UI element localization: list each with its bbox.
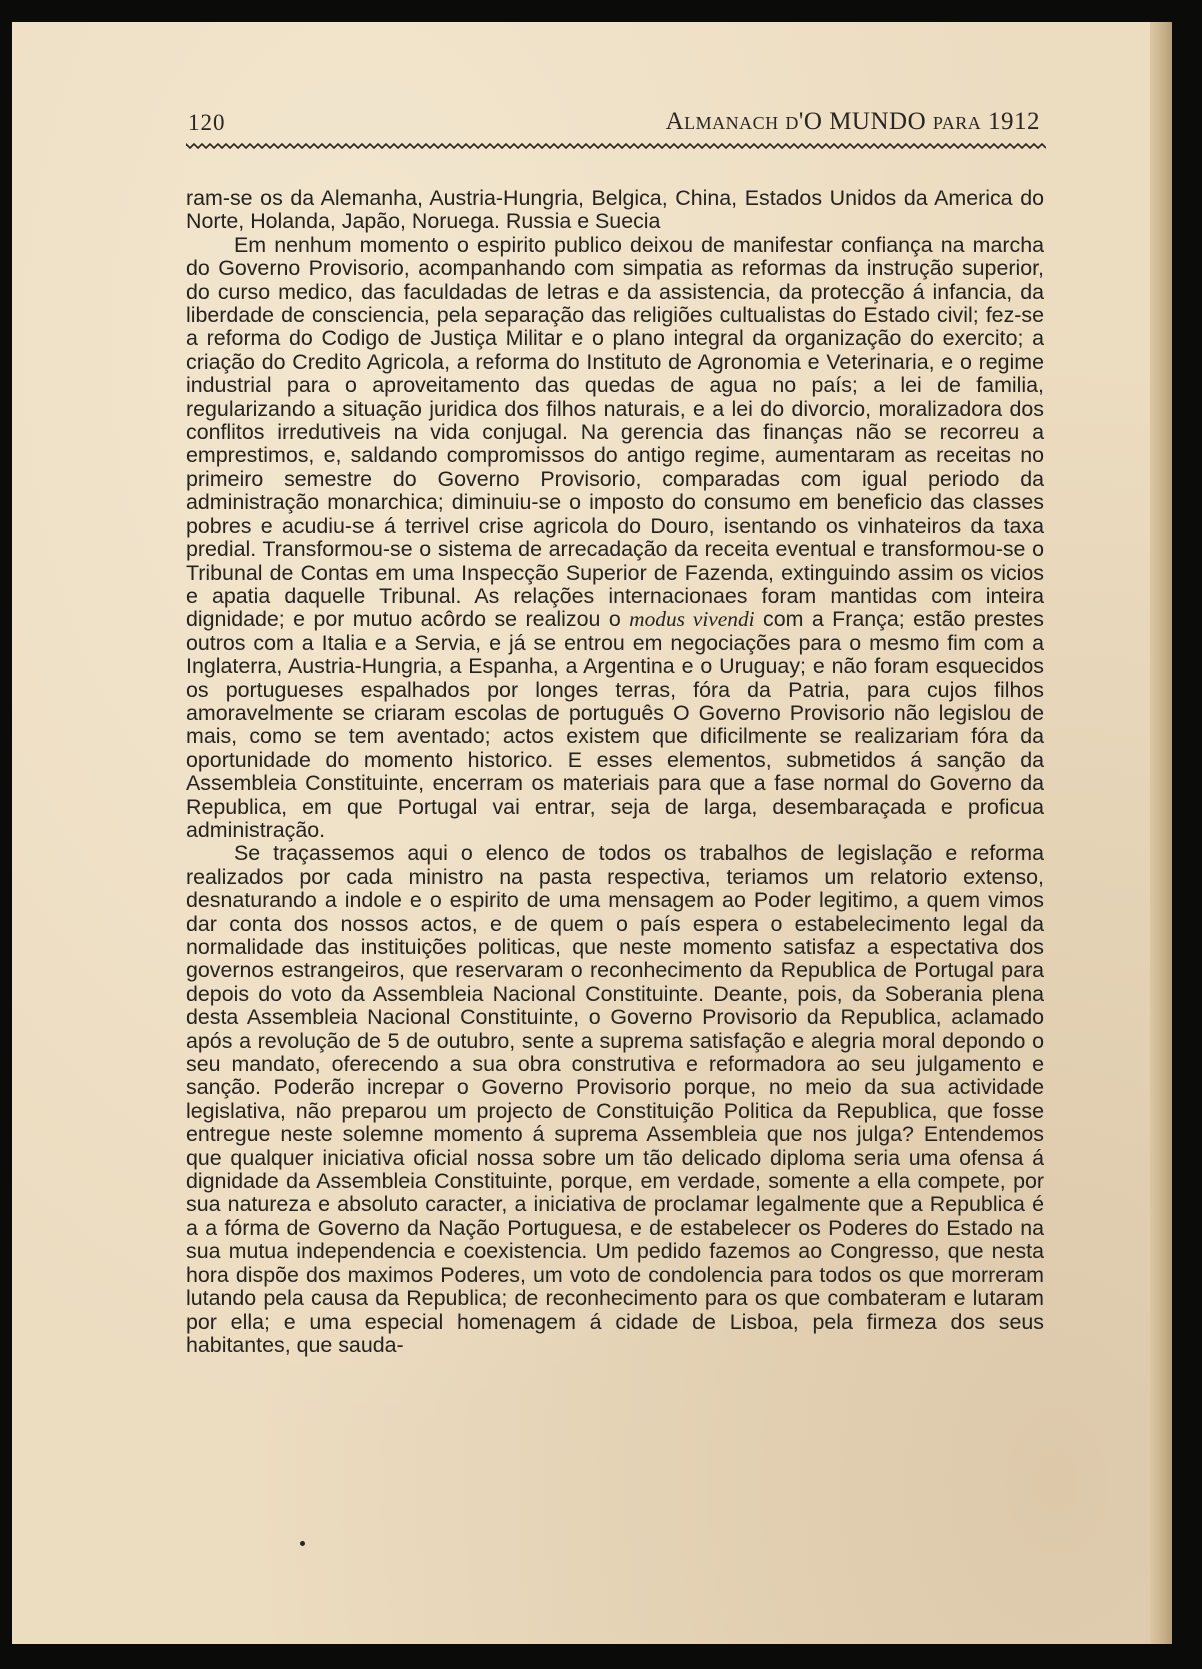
paragraph-2-text-b: com a França; estão prestes outros com a Italia e a Servia, e já se entrou em negociações para o mesmo fim com a Inglaterra, Austria-Hungria, a Espanha, a Argentina e o Uruguay; e não foram esquecidos os portugueses espalhados por longes terras, fóra da Patria, para cujos filhos amoravelmente se criaram escolas de português O Governo Provisorio não legislou de mais, como se tem aventado; actos existem que dificilmente se realizariam fóra da oportunidade do momento historico. E esses elementos, submetidos á sanção da Assembleia Constituinte, encerram os materiais para que a fase normal do Governo da Republica, em que Portugal vai entrar, seja de larga, desembaraçada e proficua administração. [186, 607, 1044, 842]
paragraph-1: ram-se os da Alemanha, Austria-Hungria, Belgica, China, Estados Unidos da America do Norte, Holanda, Japão, Noruega. Russia e Suecia [186, 186, 1044, 234]
paragraph-2-italic-phrase: modus vivendi [629, 607, 755, 632]
running-head [188, 104, 1040, 138]
decorative-header-rule [186, 143, 1046, 149]
page-number: 120 [188, 110, 226, 135]
article-body [186, 187, 1044, 1357]
page-spine-edge [1150, 22, 1172, 1644]
running-title: Almanach d'O MUNDO para 1912 [665, 108, 1040, 135]
paragraph-2 [186, 234, 1044, 843]
paragraph-2-text-a: Em nenhum momento o espirito publico deixou de manifestar confiança na marcha do Governo Provisorio, acompanhando com simpatia as reformas da instrução superior, do curso medico, das faculdadas de letras e da assistencia, da protecção á infancia, da liberdade de consciencia, pela separação das religiões cultualistas do Estado civil; fez-se a reforma do Codigo de Justiça Militar e o plano integral da organização do exercito; a criação do Credito Agricola, a reforma do Instituto de Agronomia e Veterinaria, e o regime industrial para o aproveitamento das quedas de agua no país; a lei de familia, regularizando a situação juridica dos filhos naturais, e a lei do divorcio, moralizadora dos conflitos irredutiveis na vida conjugal. Na gerencia das finanças não se recorreu a emprestimos, e, saldando compromissos do antigo regime, aumentaram as receitas no primeiro semestre do Governo Provisorio, comparadas com igual periodo da administração monarchica; diminuiu-se o imposto do consumo em beneficio das classes pobres e acudiu-se á terrivel crise agricola do Douro, isentando os vinhateiros da taxa predial. Transformou-se o sistema de arrecadação da receita eventual e transformou-se o Tribunal de Contas em uma Inspecção Superior de Fazenda, extinguindo assim os vicios e apatia daquelle Tribunal. As relações internacionaes foram mantidas com inteira dignidade; e por mutuo acôrdo se realizou o [186, 232, 1044, 632]
wavy-rule-icon [186, 143, 1046, 149]
paragraph-3: Se traçassemos aqui o elenco de todos os trabalhos de legislação e reforma realizados por cada ministro na pasta respectiva, teriamos um relatorio extenso, desnaturando a indole e o espirito de uma mensagem ao Poder legitimo, a quem vimos dar conta dos nossos actos, e de quem o país espera o estabelecimento legal da normalidade das instituições politicas, que neste momento satisfaz a espectativa dos governos estrangeiros, que reservaram o reconhecimento da Republica de Portugal para depois do voto da Assembleia Nacional Constituinte. Deante, pois, da Soberania plena desta Assembleia Nacional Constituinte, o Governo Provisorio da Republica, aclamado após a revolução de 5 de outubro, sente a suprema satisfação e alegria moral depondo o seu mandato, oferecendo a sua obra construtiva e reformadora ao seu julgamento e sanção. Poderão increpar o Governo Provisorio porque, no meio da sua actividade legislativa, não preparou um projecto de Constituição Politica da Republica, que fosse entregue neste solemne momento á suprema Assembleia que nos julga? Entendemos que qualquer iniciativa oficial nossa sobre um tão delicado diploma seria uma ofensa á dignidade da Assembleia Constituinte, porque, em verdade, somente a ella compete, por sua natureza e absoluto caracter, a iniciativa de proclamar legalmente que a Republica é a a fórma de Governo da Nação Portuguesa, e de estabelecer os Poderes do Estado na sua mutua independencia e coexistencia. Um pedido fazemos ao Congresso, que nesta hora dispõe dos maximos Poderes, um voto de condolencia para todos os que morreram lutando pela causa da Republica; de reconhecimento para os que combateram e lutaram por ella; e uma especial homenagem á cidade de Lisboa, pela firmeza dos seus habitantes, que sauda- [186, 841, 1044, 1357]
ink-speck [300, 1541, 305, 1546]
